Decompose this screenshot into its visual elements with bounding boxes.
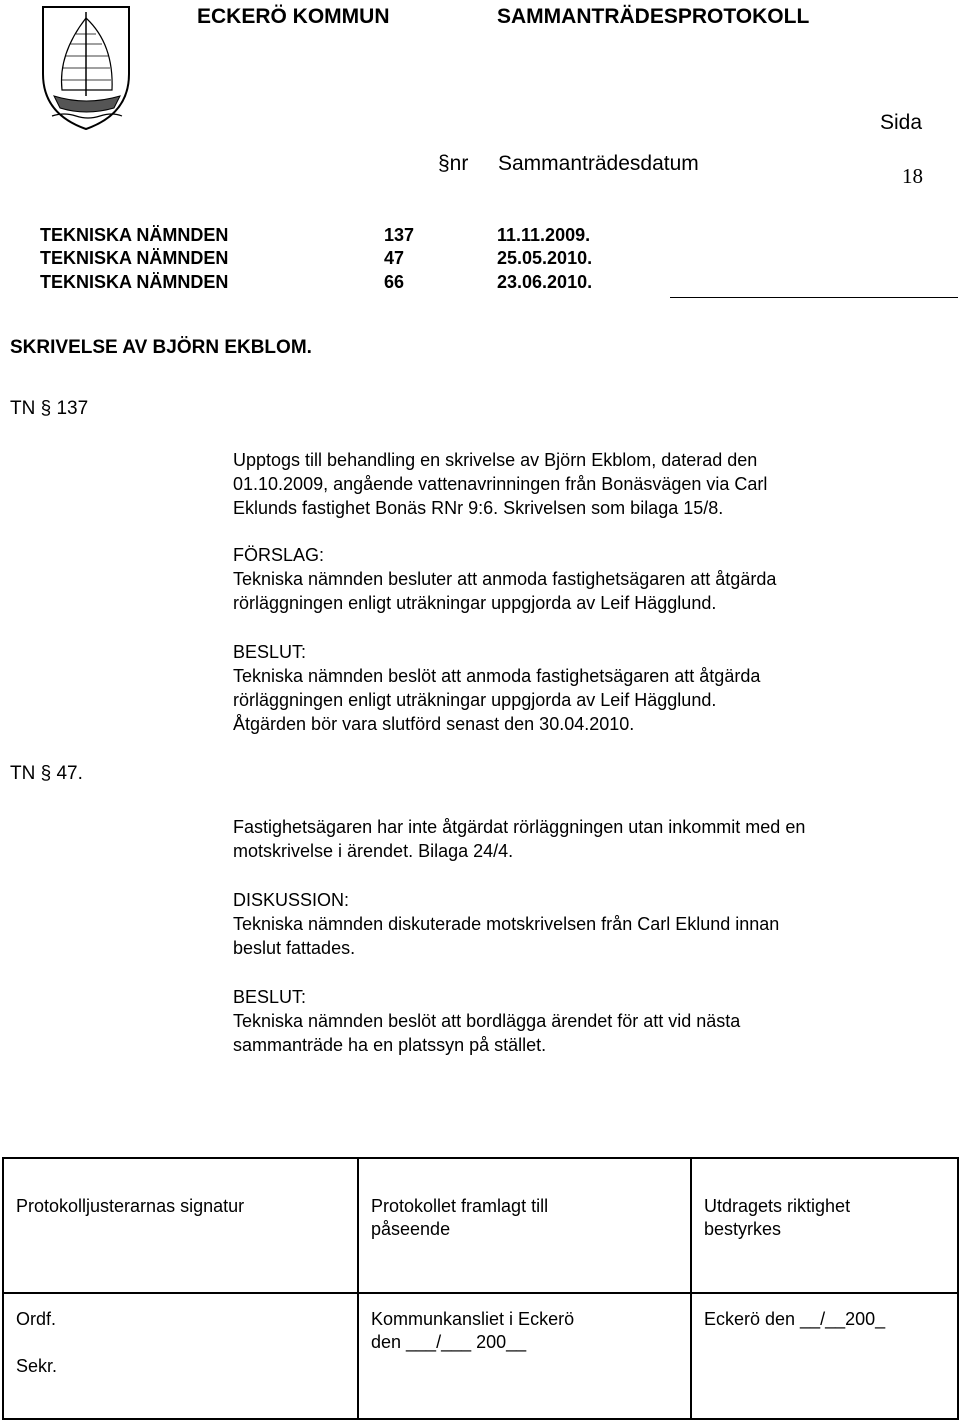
page-label: Sida bbox=[880, 111, 923, 134]
text-line: rörläggningen enligt uträkningar uppgjorda av Leif Hägglund. bbox=[233, 690, 717, 710]
text-line: BESLUT: bbox=[233, 987, 307, 1007]
text-line: Tekniska nämnden beslöt att bordlägga ärendet för att vid nästa bbox=[233, 1011, 741, 1031]
text-line: 01.10.2009, angående vattenavrinningen från Bonäsvägen via Carl bbox=[233, 474, 768, 494]
document-type: SAMMANTRÄDESPROTOKOLL bbox=[497, 5, 810, 28]
meeting-body: TEKNISKA NÄMNDEN bbox=[40, 225, 229, 245]
display-date: den ___/___ 200__ bbox=[371, 1332, 527, 1352]
organization-name: ECKERÖ KOMMUN bbox=[197, 5, 390, 28]
item-reference: TN § 137 bbox=[10, 398, 89, 419]
meeting-date: 11.11.2009. bbox=[497, 225, 591, 245]
proposal-paragraph bbox=[233, 543, 933, 615]
text-line: Tekniska nämnden diskuterade motskrivelsen från Carl Eklund innan bbox=[233, 914, 780, 934]
signers-cell bbox=[3, 1293, 358, 1419]
display-location: Kommunkansliet i Eckerö bbox=[371, 1309, 575, 1329]
text-line: motskrivelse i ärendet. Bilaga 24/4. bbox=[233, 841, 514, 861]
text-line: Åtgärden bör vara slutförd senast den 30.04.2010. bbox=[233, 714, 635, 734]
section-number-label: §nr bbox=[438, 152, 469, 175]
meeting-body: TEKNISKA NÄMNDEN bbox=[40, 248, 229, 268]
municipality-logo bbox=[40, 4, 132, 132]
meeting-body: TEKNISKA NÄMNDEN bbox=[40, 272, 229, 292]
meeting-number: 47 bbox=[384, 248, 405, 268]
display-label: Protokollet framlagt till bbox=[371, 1196, 549, 1216]
decision-paragraph bbox=[233, 985, 933, 1057]
signature-label: Protokolljusterarnas signatur bbox=[16, 1196, 245, 1216]
section-title: SKRIVELSE AV BJÖRN EKBLOM. bbox=[10, 337, 312, 358]
signature-cell bbox=[3, 1158, 358, 1293]
text-line: Tekniska nämnden beslöt att anmoda fastighetsägaren att åtgärda bbox=[233, 666, 761, 686]
certification-label: bestyrkes bbox=[704, 1219, 782, 1239]
text-line: Fastighetsägaren har inte åtgärdat rörläggningen utan inkommit med en bbox=[233, 817, 806, 837]
page-number: 18 bbox=[902, 164, 923, 188]
display-cell bbox=[358, 1158, 691, 1293]
text-line: rörläggningen enligt uträkningar uppgjorda av Leif Hägglund. bbox=[233, 593, 717, 613]
text-line: FÖRSLAG: bbox=[233, 545, 325, 565]
display-location-cell bbox=[358, 1293, 691, 1419]
text-line: beslut fattades. bbox=[233, 938, 356, 958]
text-line: Tekniska nämnden besluter att anmoda fastighetsägaren att åtgärda bbox=[233, 569, 777, 589]
item-reference: TN § 47. bbox=[10, 763, 83, 784]
signature-value-row bbox=[3, 1293, 958, 1419]
text-line: BESLUT: bbox=[233, 642, 307, 662]
certification-date: Eckerö den __/__200_ bbox=[704, 1309, 886, 1329]
meeting-number: 66 bbox=[384, 272, 405, 292]
meeting-date: 23.06.2010. bbox=[497, 272, 593, 292]
signature-table bbox=[2, 1157, 959, 1420]
text-line: Upptogs till behandling en skrivelse av Björn Ekblom, daterad den bbox=[233, 450, 758, 470]
secretary-label: Sekr. bbox=[16, 1356, 58, 1376]
header-rule bbox=[670, 297, 958, 298]
meeting-date: 25.05.2010. bbox=[497, 248, 593, 268]
chair-label: Ordf. bbox=[16, 1309, 57, 1329]
discussion-paragraph bbox=[233, 888, 933, 960]
text-line: Eklunds fastighet Bonäs RNr 9:6. Skrivelsen som bilaga 15/8. bbox=[233, 498, 724, 518]
signature-header-row bbox=[3, 1158, 958, 1293]
certification-date-cell bbox=[691, 1293, 958, 1419]
meeting-number: 137 bbox=[384, 225, 415, 245]
text-line: sammanträde ha en platssyn på stället. bbox=[233, 1035, 547, 1055]
paragraph bbox=[233, 815, 933, 863]
decision-paragraph bbox=[233, 640, 933, 736]
certification-label: Utdragets riktighet bbox=[704, 1196, 851, 1216]
display-label: påseende bbox=[371, 1219, 451, 1239]
text-line: DISKUSSION: bbox=[233, 890, 350, 910]
meeting-date-label: Sammanträdesdatum bbox=[498, 152, 699, 175]
certification-cell bbox=[691, 1158, 958, 1293]
paragraph bbox=[233, 448, 933, 520]
